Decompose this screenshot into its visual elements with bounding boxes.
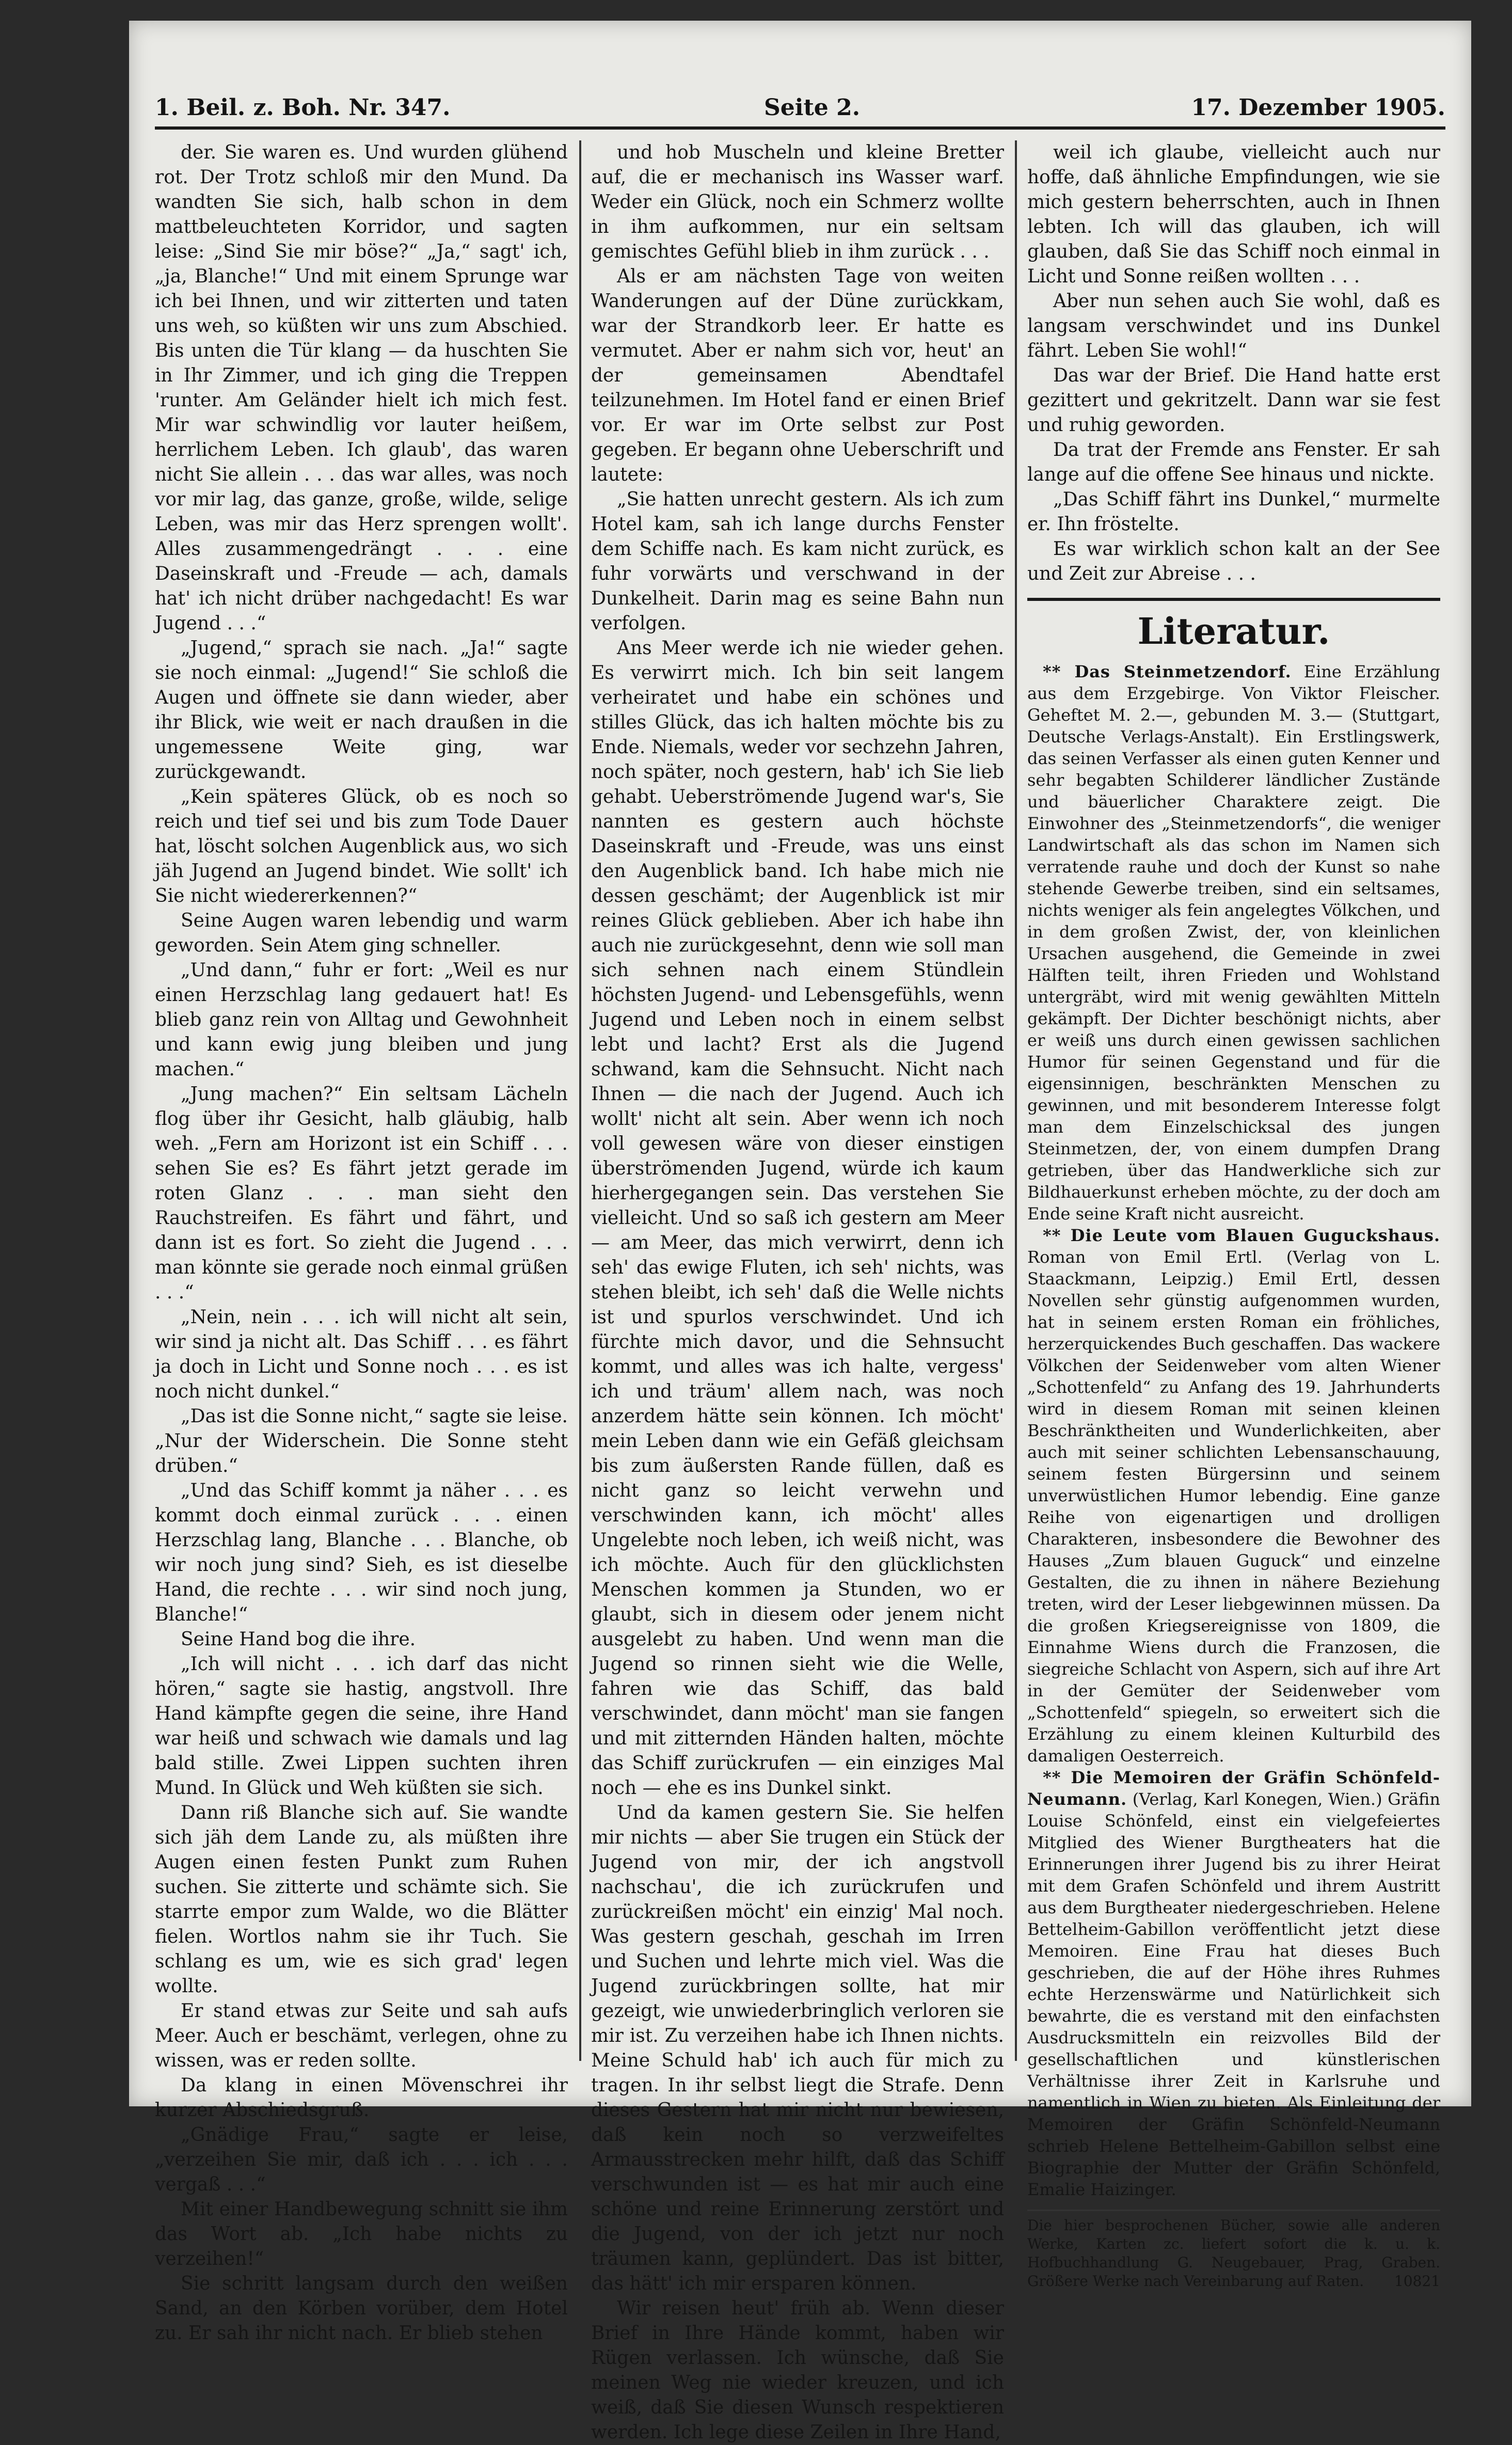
review [1027, 1767, 1440, 2200]
paragraph: „Das Schiff fährt ins Dunkel,“ murmelte er. Ihn fröstelte. [1027, 489, 1440, 535]
paragraph: „Kein späteres Glück, ob es noch so reich und tief sei und bis zum Tode Dauer hat, löscht solchen Augenblick aus, wo sich jäh Jugend an Jugend bindet. Wie sollt' ich Sie nicht wiedererkennen?“ [155, 786, 568, 907]
paragraph: „Sie hatten unrecht gestern. Als ich zum Hotel kam, sah ich lange durchs Fenster dem Schiffe nach. Es kam nicht zurück, es fuhr vorwärts und verschwand in der Dunkelheit. Darin mag es seine Bahn nun verfolgen. [591, 489, 1004, 634]
paragraph: Es war wirklich schon kalt an der See und Zeit zur Abreise . . . [1027, 538, 1440, 584]
issue-date: 17. Dezember 1905. [1191, 94, 1445, 121]
paragraph: Dann riß Blanche sich auf. Sie wandte sich jäh dem Lande zu, als müßten ihre Augen einen festen Punkt zum Ruhen suchen. Sie zitterte und schämte sich. Sie starrte empor zum Walde, wo die Blätter fielen. Wortlos nahm sie ihr Tuch. Sie schlang es um, wie es sich grad' legen wollte. [155, 1802, 568, 1997]
paragraph: Das war der Brief. Die Hand hatte erst gezittert und gekritzelt. Dann war sie fest und ruhig geworden. [1027, 365, 1440, 436]
column-divider [1015, 140, 1017, 2061]
paragraph: Und da kamen gestern Sie. Sie helfen mir nichts — aber Sie trugen ein Stück der Jugend von mir, der ich angstvoll nachschau', die ich zurückrufen und zurückreißen möcht' ein einzig' Mal noch. Was gestern geschah, geschah im Irren und Suchen und lehrte mich viel. Was die Jugend zurückbringen sollte, hat mir gezeigt, wie unwiederbringlich verloren sie mir ist. Zu verzeihen habe ich Ihnen nichts. Meine Schuld hab' ich auch für mich zu tragen. In ihr selbst liegt die Strafe. Denn dieses Gestern hat mir nicht nur bewiesen, daß kein noch so verzweifeltes Armausstrecken mehr hilft, daß das Schiff verschwunden ist — es hat mir auch eine schöne und reine Erinnerung zerstört und die Jugend, von der ich jetzt nur noch träumen kann, geplündert. Das ist bitter, das hätt' ich mir ersparen können. [591, 1802, 1004, 2294]
page-number: Seite 2. [764, 94, 861, 121]
literature-section [1027, 609, 1440, 2291]
paragraph: weil ich glaube, vielleicht auch nur hoffe, daß ähnliche Empfindungen, wie sie mich gestern beherrschten, auch in Ihnen lebten. Ich will das glauben, ich will glauben, daß Sie das Schiff noch einmal in Licht und Sonne reißen wollten . . . [1027, 142, 1440, 287]
page-header [155, 85, 1445, 130]
paragraph: Wir reisen heut' früh ab. Wenn dieser Brief in Ihre Hände kommt, haben wir Rügen verlassen. Ich wünsche, daß Sie meinen Weg nie wieder kreuzen, und ich weiß, daß Sie diesen Wunsch respektieren werden. Ich lege diese Zeilen in Ihre Hand, [591, 2298, 1004, 2443]
paragraph: „Und das Schiff kommt ja näher . . . es kommt doch einmal zurück . . . einen Herzschlag lang, Blanche . . . Blanche, ob wir noch jung sind? Sieh, es ist dieselbe Hand, die rechte . . . wir sind noch jung, Blanche!“ [155, 1480, 568, 1625]
paragraph: Ans Meer werde ich nie wieder gehen. Es verwirrt mich. Ich bin seit langem verheiratet und habe ein schönes und stilles Glück, das ich halten möchte bis zu Ende. Niemals, weder vor sechzehn Jahren, noch später, noch gestern, hab' ich Sie lieb gehabt. Ueberströmende Jugend war's, Sie nannten es gestern auch höchste Daseinskraft und -Freude, was uns einst den Augenblick band. Ich habe mich nie dessen geschämt; der Augenblick ist mir reines Glück geblieben. Aber ich habe ihn auch nie zurückgesehnt, denn wie soll man sich sehnen nach einem Stündlein höchsten Jugend- und Lebensgefühls, wenn Jugend und Leben noch in einem selbst lebt und lacht? Erst als die Jugend schwand, kam die Sehnsucht. Nicht nach Ihnen — die nach der Jugend. Auch ich wollt' nicht alt sein. Aber wenn ich noch voll gewesen wäre von dieser einstigen überströmenden Jugend, würde ich kaum hierhergegangen sein. Das verstehen Sie vielleicht. Und so saß ich gestern am Meer — am Meer, das mich verwirrt, denn ich seh' das ewige Fluten, ich seh' nichts, was stehen bleibt, ich seh' daß die Welle nichts ist und spurlos verschwindet. Und ich fürchte mich davor, und die Sehnsucht kommt, und alles was ich halte, vergess' ich und träum' allem nach, was noch anzerdem hätte sein können. Ich möcht' mein Leben dann wie ein Gefäß gleichsam bis zum äußersten Rande füllen, daß es nicht ganz so leicht verwehn und verschwinden kann, ich möcht' alles Ungelebte noch leben, ich weiß nicht, was ich möchte. Auch für den glücklichsten Menschen kommen ja Stunden, wo er glaubt, sich in diesem oder jenem nicht ausgelebt zu haben. Und wenn man die Jugend so rinnen sieht wie die Welle, fahren wie das Schiff, das bald verschwindet, dann möcht' man sie fangen und mit zitternden Händen halten, möchte das Schiff zurückrufen — ein einziges Mal noch — ehe es ins Dunkel sinkt. [591, 638, 1004, 1799]
paragraph: Seine Augen waren lebendig und warm geworden. Sein Atem ging schneller. [155, 910, 568, 956]
section-heading: Literatur. [1137, 610, 1330, 653]
bookseller-text: Die hier besprochenen Bücher, sowie alle anderen Werke, Karten zc. liefert sofort die k. u. k. Hofbuchhandlung G. Neugebauer, Prag, Graben. Größere Werke nach Vereinbarung auf Raten. [1027, 2217, 1440, 2290]
story-column-3 [1027, 140, 1441, 2290]
ad-number: 10821 [1394, 2273, 1440, 2290]
review-title: ** Das Steinmetzendorf. [1043, 662, 1292, 681]
story-column-1 [155, 140, 568, 2344]
paragraph: Als er am nächsten Tage von weiten Wanderungen auf der Düne zurückkam, war der Strandkorb leer. Er hatte es vermutet. Aber er nahm sich vor, heut' an der gemeinsamen Abendtafel teilzunehmen. Im Hotel fand er einen Brief vor. Er war im Orte selbst zur Post gegeben. Er begann ohne Ueberschrift und lautete: [591, 266, 1004, 485]
bookseller-note [1027, 2210, 1440, 2291]
story-column-2 [591, 140, 1004, 2443]
review [1027, 661, 1440, 1225]
paragraph: „Jung machen?“ Ein seltsam Lächeln flog über ihr Gesicht, halb gläubig, halb weh. „Fern am Horizont ist ein Schiff . . . sehen Sie es? Es fährt jetzt gerade im roten Glanz . . . man sieht den Rauchstreifen. Es fährt und fährt, und dann ist es fort. So zieht die Jugend . . . man könnte sie gerade noch einmal grüßen . . .“ [155, 1084, 568, 1303]
review-title: ** Die Memoiren der Gräfin Schönfeld-Neumann. [1027, 1768, 1440, 1809]
paragraph: „Ich will nicht . . . ich darf das nicht hören,“ sagte sie hastig, angstvoll. Ihre Hand kämpfte gegen die seine, ihre Hand war heiß und schwach wie damals und lag bald stille. Zwei Lippen suchten ihren Mund. In Glück und Weh küßten sie sich. [155, 1654, 568, 1799]
paragraph: „Das ist die Sonne nicht,“ sagte sie leise. „Nur der Widerschein. Die Sonne steht drüben.“ [155, 1406, 568, 1476]
section-divider [1027, 598, 1440, 601]
paragraph: Seine Hand bog die ihre. [181, 1629, 416, 1650]
paragraph: Mit einer Handbewegung schnitt sie ihm das Wort ab. „Ich habe nichts zu verzeihen!“ [155, 2199, 568, 2269]
paragraph: Da klang in einen Mövenschrei ihr kurzer Abschiedsgruß. [155, 2075, 568, 2121]
paragraph: „Nein, nein . . . ich will nicht alt sein, wir sind ja nicht alt. Das Schiff . . . es fährt ja doch in Licht und Sonne noch . . . es ist noch nicht dunkel.“ [155, 1307, 568, 1402]
paragraph: und hob Muscheln und kleine Bretter auf, die er mechanisch ins Wasser warf. Weder ein Glück, noch ein Schmerz wollte in ihm aufkommen, nur ein seltsam gemischtes Gefühl blieb in ihm zurück . . . [591, 142, 1004, 262]
paragraph: „Gnädige Frau,“ sagte er leise, „verzeihen Sie mir, daß ich . . . ich . . . vergaß . . .“ [155, 2124, 568, 2195]
paragraph: „Jugend,“ sprach sie nach. „Ja!“ sagte sie noch einmal: „Jugend!“ Sie schloß die Augen und öffnete sie dann wieder, aber ihr Blick, wie weit er nach draußen in die ungemessene Weite ging, war zurückgewandt. [155, 638, 568, 783]
paragraph: Da trat der Fremde ans Fenster. Er sah lange auf die offene See hinaus und nickte. [1027, 439, 1440, 485]
paragraph: Er stand etwas zur Seite und sah aufs Meer. Auch er beschämt, verlegen, ohne zu wissen, was er reden sollte. [155, 2001, 568, 2071]
review-title: ** Die Leute vom Blauen Guguckshaus. [1043, 1226, 1440, 1245]
review [1027, 1225, 1440, 1767]
paragraph: Aber nun sehen auch Sie wohl, daß es langsam verschwindet und ins Dunkel fährt. Leben Sie wohl!“ [1027, 291, 1440, 361]
paragraph: Sie schritt langsam durch den weißen Sand, an den Körben vorüber, dem Hotel zu. Er sah ihr nicht nach. Er blieb stehen [155, 2273, 568, 2344]
paragraph: der. Sie waren es. Und wurden glühend rot. Der Trotz schloß mir den Mund. Da wandten Sie sich, halb schon in dem mattbeleuchteten Korridor, und sagten leise: „Sind Sie mir böse?“ „Ja,“ sagt' ich, „ja, Blanche!“ Und mit einem Sprunge war ich bei Ihnen, und wir zitterten und taten uns weh, so küßten wir uns zum Abschied. Bis unten die Tür klang — da huschten Sie in Ihr Zimmer, und ich ging die Treppen 'runter. Am Geländer hielt ich mich fest. Mir war schwindlig vor lauter heißem, herrlichem Leben. Ich glaub', das waren nicht Sie allein . . . das war alles, was noch vor mir lag, das ganze, große, wilde, selige Leben, was mir das Herz sprengen wollt'. Alles zusammengedrängt . . . eine Daseinskraft und -Freude — ach, damals hat' ich nicht drüber nachgedacht! Es war Jugend . . .“ [155, 142, 568, 634]
column-divider [579, 140, 581, 2061]
review-text: Eine Erzählung aus dem Erzgebirge. Von Viktor Fleischer. Geheftet M. 2.—, gebunden M. 3.— (Stuttgart, Deutsche Verlags-Anstalt). Ein Erstlingswerk, das seinen Verfasser als einen guten Kenner und sehr begabten Schilderer ländlicher Zustände und bäuerlicher Charaktere zeigt. Die Einwohner des „Steinmetzendorfs“, die weniger Landwirtschaft als das schon im Namen sich verratende rauhe und doch der Kunst so nahe stehende Gewerbe treiben, sind ein seltsames, nichts weniger als fein angelegtes Völkchen, und in dem großen Zwist, der, von kleinlichen Ursachen ausgehend, die Gemeinde in zwei Hälften teilt, ihren Frieden und Wohlstand untergräbt, wird mit wenig gewählten Mitteln gekämpft. Der Dichter beschönigt nichts, aber er weiß uns durch einen gewissen sachlichen Humor für seinen Gegenstand und für die eigensinnigen, beschränkten Menschen zu gewinnen, und mit besonderem Interesse folgt man dem Einzelschicksal des jungen Steinmetzen, der, von einem dumpfen Drang getrieben, über das Handwerkliche sich zur Bildhauerkunst erheben möchte, zu der doch am Ende seine Kraft nicht ausreicht. [1027, 662, 1440, 1224]
issue-label: 1. Beil. z. Boh. Nr. 347. [155, 94, 451, 121]
paragraph: „Und dann,“ fuhr er fort: „Weil es nur einen Herzschlag lang gedauert hat! Es blieb ganz rein von Alltag und Gewohnheit und kann ewig jung bleiben und jung machen.“ [155, 960, 568, 1080]
review-text: (Verlag, Karl Konegen, Wien.) Gräfin Louise Schönfeld, einst ein vielgefeiertes Mitglied des Wiener Burgtheaters hat die Erinnerungen ihrer Jugend bis zu ihrer Heirat mit dem Grafen Schönfeld und ihrem Austritt aus dem Burgtheater niedergeschrieben. Helene Bettelheim-Gabillon veröffentlicht jetzt diese Memoiren. Eine Frau hat dieses Buch geschrieben, die auf der Höhe ihres Ruhmes echte Herzenswärme und Natürlichkeit sich bewahrte, die es verstand mit den einfachsten Ausdrucksmitteln ein reizvolles Bild der gesellschaftlichen und künstlerischen Verhältnisse ihrer Zeit in Karlsruhe und namentlich in Wien zu bieten. Als Einleitung der Memoiren der Gräfin Schönfeld-Neumann schrieb Helene Bettelheim-Gabillon selbst eine Biographie der Mutter der Gräfin Schönfeld, Emalie Haizinger. [1027, 1789, 1441, 2199]
review-text: Roman von Emil Ertl. (Verlag von L. Staackmann, Leipzig.) Emil Ertl, dessen Novellen sehr günstig aufgenommen wurden, hat in seinem ersten Roman ein fröhliches, herzerquickendes Buch geschaffen. Das wackere Völkchen der Seidenweber vom alten Wiener „Schottenfeld“ zu Anfang des 19. Jahrhunderts wird in diesem Roman mit seinen kleinen Beschränktheiten und Wunderlichkeiten, aber auch mit seiner schlichten Lebensanschauung, seinem festen Bürgersinn und seinem unverwüstlichen Humor lebendig. Eine ganze Reihe von eigenartigen und drolligen Charakteren, insbesondere die Bewohner des Hauses „Zum blauen Guguck“ und einzelne Gestalten, die zu ihnen in nähere Beziehung treten, wird der Leser liebgewinnen müssen. Da die großen Kriegsereignisse von 1809, die Einnahme Wiens durch die Franzosen, die siegreiche Schlacht von Aspern, sich auf ihre Art in der Gemüter der Seidenweber vom „Schottenfeld“ spiegeln, so erweitert sich die Erzählung zu einem kleinen Kulturbild des damaligen Oesterreich. [1027, 1247, 1440, 1766]
